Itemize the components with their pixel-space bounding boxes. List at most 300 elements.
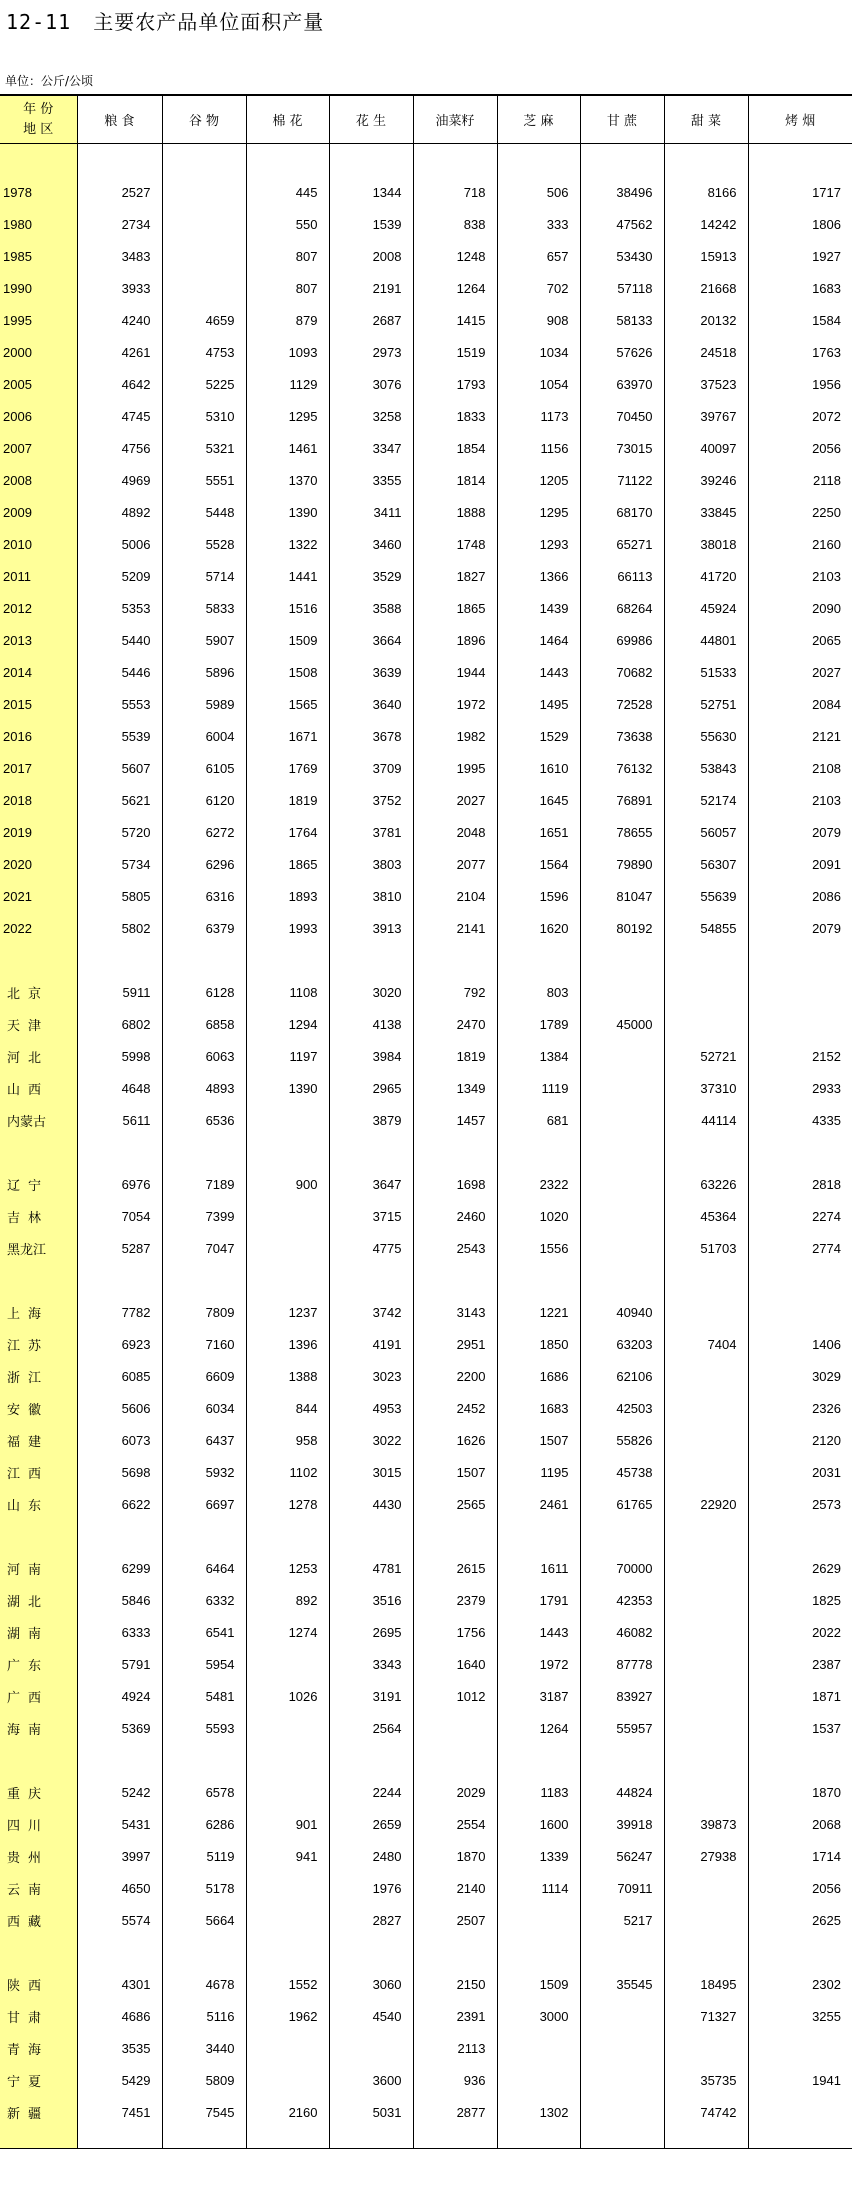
value-cell: 1108 [246, 976, 329, 1008]
value-cell: 3143 [413, 1296, 497, 1328]
value-cell: 4893 [162, 1072, 246, 1104]
value-cell: 53430 [580, 240, 664, 272]
value-cell: 2104 [413, 880, 497, 912]
value-cell: 1671 [246, 720, 329, 752]
value-cell: 1564 [497, 848, 580, 880]
value-cell: 2113 [413, 2032, 497, 2064]
value-cell [664, 1776, 748, 1808]
value-cell: 1854 [413, 432, 497, 464]
value-cell: 40940 [580, 1296, 664, 1328]
value-cell: 1610 [497, 752, 580, 784]
value-cell: 1645 [497, 784, 580, 816]
value-cell: 5846 [77, 1584, 162, 1616]
value-cell: 3187 [497, 1680, 580, 1712]
value-cell: 54855 [664, 912, 748, 944]
value-cell [748, 2032, 852, 2064]
value-cell: 2460 [413, 1200, 497, 1232]
value-cell: 3343 [329, 1648, 413, 1680]
value-cell [664, 1296, 748, 1328]
value-cell: 7782 [77, 1296, 162, 1328]
value-cell: 1793 [413, 368, 497, 400]
value-cell: 74742 [664, 2096, 748, 2128]
value-cell: 5287 [77, 1232, 162, 1264]
value-cell: 68170 [580, 496, 664, 528]
value-cell: 5621 [77, 784, 162, 816]
value-cell: 4924 [77, 1680, 162, 1712]
value-cell: 2734 [77, 208, 162, 240]
value-cell: 63970 [580, 368, 664, 400]
value-cell: 76132 [580, 752, 664, 784]
value-cell: 37523 [664, 368, 748, 400]
region-row [0, 1008, 852, 1040]
value-cell: 2615 [413, 1552, 497, 1584]
value-cell [162, 240, 246, 272]
spacer-row [0, 144, 852, 177]
year-label: 2014 [0, 656, 77, 688]
year-row [0, 816, 852, 848]
table-number: 12-11 [6, 10, 72, 34]
value-cell [748, 976, 852, 1008]
value-cell: 72528 [580, 688, 664, 720]
value-cell [664, 1392, 748, 1424]
value-cell: 5606 [77, 1392, 162, 1424]
value-cell: 5805 [77, 880, 162, 912]
value-cell: 3060 [329, 1968, 413, 2000]
value-cell: 3913 [329, 912, 413, 944]
value-cell: 1370 [246, 464, 329, 496]
page-title [6, 6, 324, 35]
value-cell: 1396 [246, 1328, 329, 1360]
value-cell: 1756 [413, 1616, 497, 1648]
value-cell: 5698 [77, 1456, 162, 1488]
value-cell: 5664 [162, 1904, 246, 1936]
value-cell: 1278 [246, 1488, 329, 1520]
value-cell: 53843 [664, 752, 748, 784]
value-cell: 70450 [580, 400, 664, 432]
region-row [0, 1872, 852, 1904]
value-cell: 4756 [77, 432, 162, 464]
region-label: 辽宁 [0, 1168, 77, 1200]
region-label: 西藏 [0, 1904, 77, 1936]
value-cell: 2933 [748, 1072, 852, 1104]
value-cell: 792 [413, 976, 497, 1008]
value-cell: 1956 [748, 368, 852, 400]
value-cell [664, 1456, 748, 1488]
value-cell: 1264 [497, 1712, 580, 1744]
value-cell: 3600 [329, 2064, 413, 2096]
value-cell: 1944 [413, 656, 497, 688]
value-cell: 66113 [580, 560, 664, 592]
region-row [0, 2032, 852, 2064]
value-cell: 62106 [580, 1360, 664, 1392]
value-cell: 1012 [413, 1680, 497, 1712]
value-cell: 6128 [162, 976, 246, 1008]
value-cell: 1539 [329, 208, 413, 240]
value-cell: 1366 [497, 560, 580, 592]
value-cell: 3355 [329, 464, 413, 496]
value-cell: 1508 [246, 656, 329, 688]
value-cell: 1205 [497, 464, 580, 496]
region-row [0, 1808, 852, 1840]
value-cell: 5528 [162, 528, 246, 560]
value-cell: 3997 [77, 1840, 162, 1872]
value-cell: 6073 [77, 1424, 162, 1456]
value-cell: 1183 [497, 1776, 580, 1808]
value-cell: 1806 [748, 208, 852, 240]
value-cell: 2774 [748, 1232, 852, 1264]
value-cell: 1461 [246, 432, 329, 464]
region-row [0, 2096, 852, 2128]
value-cell: 936 [413, 2064, 497, 2096]
value-cell [246, 1904, 329, 1936]
value-cell: 2965 [329, 1072, 413, 1104]
value-cell: 5178 [162, 1872, 246, 1904]
value-cell: 5551 [162, 464, 246, 496]
value-cell: 70000 [580, 1552, 664, 1584]
year-row [0, 368, 852, 400]
value-cell: 2091 [748, 848, 852, 880]
value-cell: 14242 [664, 208, 748, 240]
value-cell [246, 1712, 329, 1744]
value-cell: 71327 [664, 2000, 748, 2032]
unit-note: 单位：公斤/公顷 [5, 74, 94, 88]
value-cell: 1344 [329, 176, 413, 208]
value-cell: 5553 [77, 688, 162, 720]
value-cell: 4240 [77, 304, 162, 336]
value-cell [580, 1168, 664, 1200]
value-cell: 1439 [497, 592, 580, 624]
value-cell: 1651 [497, 816, 580, 848]
region-row [0, 1392, 852, 1424]
region-label: 天津 [0, 1008, 77, 1040]
value-cell: 958 [246, 1424, 329, 1456]
region-label: 河南 [0, 1552, 77, 1584]
value-cell: 5809 [162, 2064, 246, 2096]
value-cell: 1888 [413, 496, 497, 528]
value-cell: 1295 [497, 496, 580, 528]
year-label: 1980 [0, 208, 77, 240]
value-cell: 6976 [77, 1168, 162, 1200]
value-cell: 47562 [580, 208, 664, 240]
value-cell: 1507 [497, 1424, 580, 1456]
region-row [0, 1968, 852, 2000]
value-cell: 3678 [329, 720, 413, 752]
value-cell: 6622 [77, 1488, 162, 1520]
value-cell: 807 [246, 272, 329, 304]
year-row [0, 784, 852, 816]
value-cell: 5998 [77, 1040, 162, 1072]
value-cell: 2150 [413, 1968, 497, 2000]
value-cell: 1441 [246, 560, 329, 592]
value-cell: 5593 [162, 1712, 246, 1744]
value-cell: 1388 [246, 1360, 329, 1392]
value-cell: 51533 [664, 656, 748, 688]
year-row [0, 624, 852, 656]
value-cell: 1495 [497, 688, 580, 720]
region-row [0, 1072, 852, 1104]
value-cell: 6333 [77, 1616, 162, 1648]
region-label: 广东 [0, 1648, 77, 1680]
value-cell: 3588 [329, 592, 413, 624]
value-cell: 1870 [748, 1776, 852, 1808]
value-cell: 44824 [580, 1776, 664, 1808]
value-cell: 1026 [246, 1680, 329, 1712]
value-cell: 1129 [246, 368, 329, 400]
value-cell: 6858 [162, 1008, 246, 1040]
value-cell: 844 [246, 1392, 329, 1424]
value-cell: 1748 [413, 528, 497, 560]
value-cell: 3715 [329, 1200, 413, 1232]
value-cell: 838 [413, 208, 497, 240]
value-cell: 7545 [162, 2096, 246, 2128]
year-label: 2008 [0, 464, 77, 496]
value-cell: 4335 [748, 1104, 852, 1136]
value-cell [664, 1584, 748, 1616]
value-cell: 71122 [580, 464, 664, 496]
value-cell: 5116 [162, 2000, 246, 2032]
value-cell: 1819 [413, 1040, 497, 1072]
value-cell [413, 1712, 497, 1744]
value-cell: 5006 [77, 528, 162, 560]
value-cell: 4781 [329, 1552, 413, 1584]
year-label: 2012 [0, 592, 77, 624]
year-row [0, 496, 852, 528]
value-cell: 5714 [162, 560, 246, 592]
value-cell: 65271 [580, 528, 664, 560]
value-cell: 2302 [748, 1968, 852, 2000]
value-cell: 5720 [77, 816, 162, 848]
value-cell: 18495 [664, 1968, 748, 2000]
value-cell: 1871 [748, 1680, 852, 1712]
value-cell: 1529 [497, 720, 580, 752]
value-cell: 3742 [329, 1296, 413, 1328]
value-cell: 1556 [497, 1232, 580, 1264]
value-cell [580, 1072, 664, 1104]
column-header: 花 生 [329, 95, 413, 144]
value-cell: 87778 [580, 1648, 664, 1680]
value-cell [246, 2064, 329, 2096]
region-row [0, 1360, 852, 1392]
value-cell: 5369 [77, 1712, 162, 1744]
value-cell: 21668 [664, 272, 748, 304]
value-cell: 6034 [162, 1392, 246, 1424]
value-cell: 8166 [664, 176, 748, 208]
value-cell: 45924 [664, 592, 748, 624]
value-cell: 5907 [162, 624, 246, 656]
value-cell: 333 [497, 208, 580, 240]
value-cell: 3022 [329, 1424, 413, 1456]
value-cell: 3516 [329, 1584, 413, 1616]
column-header: 烤 烟 [748, 95, 852, 144]
value-cell: 39873 [664, 1808, 748, 1840]
value-cell: 2077 [413, 848, 497, 880]
value-cell: 3535 [77, 2032, 162, 2064]
value-cell: 1865 [413, 592, 497, 624]
column-header: 棉 花 [246, 95, 329, 144]
value-cell: 3000 [497, 2000, 580, 2032]
value-cell [497, 1904, 580, 1936]
value-cell: 1896 [413, 624, 497, 656]
value-cell [246, 1232, 329, 1264]
value-cell: 3810 [329, 880, 413, 912]
year-label: 2010 [0, 528, 77, 560]
value-cell: 2103 [748, 784, 852, 816]
value-cell: 5321 [162, 432, 246, 464]
value-cell: 1173 [497, 400, 580, 432]
value-cell: 550 [246, 208, 329, 240]
value-cell: 803 [497, 976, 580, 1008]
region-label: 江西 [0, 1456, 77, 1488]
year-row [0, 880, 852, 912]
value-cell: 42353 [580, 1584, 664, 1616]
region-row [0, 1840, 852, 1872]
value-cell: 1893 [246, 880, 329, 912]
value-cell: 1640 [413, 1648, 497, 1680]
value-cell: 4969 [77, 464, 162, 496]
value-cell: 2160 [748, 528, 852, 560]
value-cell [748, 2096, 852, 2128]
value-cell: 5446 [77, 656, 162, 688]
value-cell: 70682 [580, 656, 664, 688]
region-label: 内蒙古 [0, 1104, 77, 1136]
value-cell [664, 1648, 748, 1680]
value-cell: 5932 [162, 1456, 246, 1488]
value-cell: 1982 [413, 720, 497, 752]
region-row [0, 1616, 852, 1648]
year-label: 2015 [0, 688, 77, 720]
value-cell: 2056 [748, 1872, 852, 1904]
value-cell: 15913 [664, 240, 748, 272]
value-cell: 2031 [748, 1456, 852, 1488]
value-cell: 45364 [664, 1200, 748, 1232]
value-cell: 2029 [413, 1776, 497, 1808]
value-cell: 2090 [748, 592, 852, 624]
value-cell: 2121 [748, 720, 852, 752]
value-cell: 1825 [748, 1584, 852, 1616]
value-cell: 3803 [329, 848, 413, 880]
value-cell: 4191 [329, 1328, 413, 1360]
value-cell: 2659 [329, 1808, 413, 1840]
value-cell: 5448 [162, 496, 246, 528]
value-cell: 4648 [77, 1072, 162, 1104]
value-cell: 718 [413, 176, 497, 208]
value-cell: 5209 [77, 560, 162, 592]
value-cell: 2027 [748, 656, 852, 688]
year-label: 2019 [0, 816, 77, 848]
value-cell: 2877 [413, 2096, 497, 2128]
value-cell: 2140 [413, 1872, 497, 1904]
value-cell: 1819 [246, 784, 329, 816]
value-cell: 3647 [329, 1168, 413, 1200]
year-label: 2017 [0, 752, 77, 784]
value-cell: 6578 [162, 1776, 246, 1808]
value-cell: 2527 [77, 176, 162, 208]
region-row [0, 1200, 852, 1232]
year-row [0, 432, 852, 464]
value-cell: 2103 [748, 560, 852, 592]
value-cell: 1698 [413, 1168, 497, 1200]
value-cell: 1406 [748, 1328, 852, 1360]
year-label: 2020 [0, 848, 77, 880]
value-cell: 2951 [413, 1328, 497, 1360]
value-cell: 27938 [664, 1840, 748, 1872]
year-row [0, 304, 852, 336]
value-cell: 1457 [413, 1104, 497, 1136]
value-cell: 4953 [329, 1392, 413, 1424]
value-cell [246, 2032, 329, 2064]
value-cell: 1253 [246, 1552, 329, 1584]
value-cell: 3258 [329, 400, 413, 432]
value-cell: 901 [246, 1808, 329, 1840]
value-cell: 2152 [748, 1040, 852, 1072]
value-cell [497, 2032, 580, 2064]
region-row [0, 1040, 852, 1072]
value-cell: 879 [246, 304, 329, 336]
value-cell: 1565 [246, 688, 329, 720]
region-row [0, 1552, 852, 1584]
value-cell: 5954 [162, 1648, 246, 1680]
value-cell: 2326 [748, 1392, 852, 1424]
column-header: 芝 麻 [497, 95, 580, 144]
value-cell: 5833 [162, 592, 246, 624]
value-cell: 6802 [77, 1008, 162, 1040]
value-cell: 1322 [246, 528, 329, 560]
value-cell: 3015 [329, 1456, 413, 1488]
region-label: 北京 [0, 976, 77, 1008]
value-cell: 83927 [580, 1680, 664, 1712]
value-cell: 1443 [497, 656, 580, 688]
value-cell: 1789 [497, 1008, 580, 1040]
value-cell: 56057 [664, 816, 748, 848]
stub-header [0, 95, 77, 144]
value-cell: 1972 [497, 1648, 580, 1680]
region-row [0, 1296, 852, 1328]
year-label: 年 份 [23, 101, 54, 117]
value-cell: 1764 [246, 816, 329, 848]
value-cell: 2008 [329, 240, 413, 272]
value-cell: 1972 [413, 688, 497, 720]
year-label: 1985 [0, 240, 77, 272]
table-end-row [0, 2128, 852, 2149]
value-cell: 52721 [664, 1040, 748, 1072]
value-cell: 2379 [413, 1584, 497, 1616]
value-cell: 51703 [664, 1232, 748, 1264]
year-row [0, 560, 852, 592]
year-label: 2016 [0, 720, 77, 752]
value-cell: 38018 [664, 528, 748, 560]
value-cell: 2191 [329, 272, 413, 304]
value-cell: 68264 [580, 592, 664, 624]
value-cell: 2079 [748, 912, 852, 944]
region-row [0, 1712, 852, 1744]
value-cell: 2084 [748, 688, 852, 720]
value-cell [580, 2000, 664, 2032]
value-cell: 5896 [162, 656, 246, 688]
region-label: 黑龙江 [0, 1232, 77, 1264]
value-cell: 3483 [77, 240, 162, 272]
value-cell: 1714 [748, 1840, 852, 1872]
value-cell: 2068 [748, 1808, 852, 1840]
year-label: 2007 [0, 432, 77, 464]
value-cell: 5989 [162, 688, 246, 720]
value-cell: 1519 [413, 336, 497, 368]
value-cell: 5911 [77, 976, 162, 1008]
value-cell: 6332 [162, 1584, 246, 1616]
value-cell: 657 [497, 240, 580, 272]
value-cell [497, 2064, 580, 2096]
value-cell: 2461 [497, 1488, 580, 1520]
value-cell: 2629 [748, 1552, 852, 1584]
